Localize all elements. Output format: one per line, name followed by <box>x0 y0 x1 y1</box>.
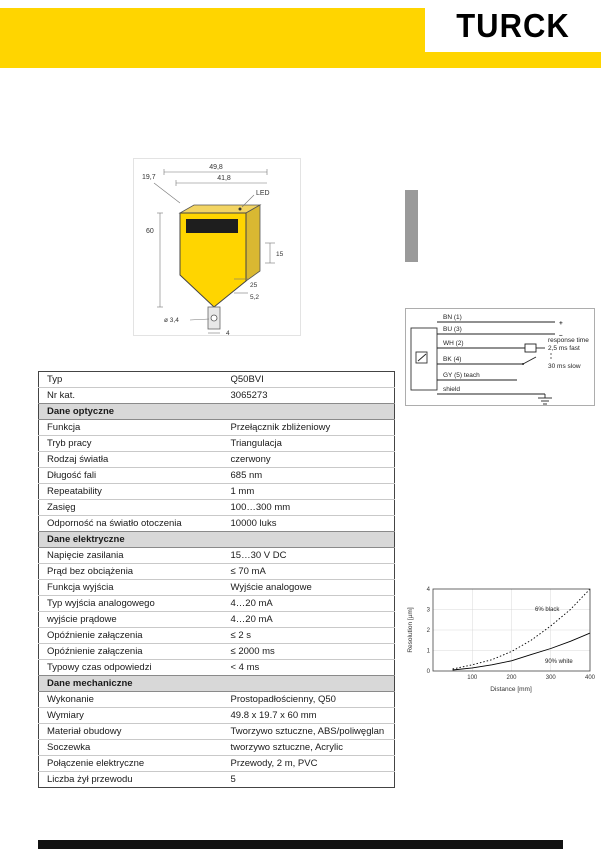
table-row <box>39 500 395 516</box>
wire-label-bn: BN (1) <box>443 314 462 321</box>
table-row <box>39 596 395 612</box>
spec-value: Q50BVI <box>230 374 264 385</box>
table-row <box>39 628 395 644</box>
spec-label: Długość fali <box>39 468 223 484</box>
y-tick-label: 3 <box>426 607 430 614</box>
table-row <box>39 612 395 628</box>
x-tick-label: 400 <box>584 675 595 681</box>
mounting-hole <box>211 315 217 321</box>
table-row <box>39 436 395 452</box>
section-title: Dane optyczne <box>39 404 395 420</box>
spec-value: Triangulacja <box>223 436 395 452</box>
table-row <box>39 372 395 388</box>
led-label: LED <box>256 190 270 197</box>
spec-table <box>38 371 395 788</box>
spec-value: 4…20 mA <box>223 612 395 628</box>
spec-label: Opóźnienie załączenia <box>39 644 223 660</box>
section-title: Dane mechaniczne <box>39 676 395 692</box>
dim-height-label: 60 <box>146 228 154 235</box>
spec-label: Nr kat. <box>39 388 223 404</box>
dim-right-bottom-label: 5,2 <box>250 294 260 301</box>
table-row <box>39 644 395 660</box>
spec-label: Funkcja wyjścia <box>39 580 223 596</box>
spec-label: Wymiary <box>39 708 223 724</box>
response-time-note-1: response time <box>548 337 589 344</box>
section-row <box>39 532 395 548</box>
x-tick-label: 200 <box>506 675 517 681</box>
spec-value: 49.8 x 19.7 x 60 mm <box>223 708 395 724</box>
table-row <box>39 756 395 772</box>
sensor-side-face <box>246 205 260 281</box>
spec-table-body <box>39 372 395 788</box>
series-label-white: 90% white <box>545 659 573 665</box>
spec-value: Tworzywo sztuczne, ABS/poliwęglan <box>223 724 395 740</box>
spec-label: Napięcie zasilania <box>39 548 223 564</box>
spec-value: Przewody, 2 m, PVC <box>223 756 395 772</box>
wire-label-bk: BK (4) <box>443 356 462 363</box>
x-tick-label: 100 <box>467 675 478 681</box>
spec-value: 1 mm <box>223 484 395 500</box>
wire-label-wh: WH (2) <box>443 340 464 347</box>
spec-value: tworzywo sztuczne, Acrylic <box>223 740 395 756</box>
spec-value: Wyjście analogowe <box>223 580 395 596</box>
wire-label-bu: BU (3) <box>443 326 462 333</box>
wire-label-gy: GY (5) teach <box>443 372 480 379</box>
wire-label-shield: shield <box>443 386 460 393</box>
section-row <box>39 404 395 420</box>
logo-box <box>425 0 601 52</box>
spec-value: ≤ 2000 ms <box>223 644 395 660</box>
spec-label: Prąd bez obciążenia <box>39 564 223 580</box>
side-index-tab <box>405 190 418 262</box>
dim-width-outer-label: 49,8 <box>209 164 223 171</box>
sensor-lens-window <box>186 219 238 233</box>
x-tick-label: 300 <box>545 675 556 681</box>
dim-width-inner-label: 41,8 <box>217 175 231 182</box>
load-resistor-symbol <box>525 344 536 352</box>
y-tick-label: 4 <box>426 587 430 593</box>
spec-value: 15…30 V DC <box>223 548 395 564</box>
spec-value: Prostopadłościenny, Q50 <box>223 692 395 708</box>
spec-label: wyjście prądowe <box>39 612 223 628</box>
table-row <box>39 452 395 468</box>
spec-value: 3065273 <box>223 388 395 404</box>
spec-label: Repeatability <box>39 484 223 500</box>
plus-sign: + <box>559 320 563 327</box>
table-row <box>39 740 395 756</box>
spec-value: Przełącznik zbliżeniowy <box>223 420 395 436</box>
x-axis-label: Distance [mm] <box>490 686 532 693</box>
spec-label: Funkcja <box>39 420 223 436</box>
table-row <box>39 468 395 484</box>
resolution-chart <box>405 583 595 695</box>
spec-label: Soczewka <box>39 740 223 756</box>
spec-value: ≤ 70 mA <box>223 564 395 580</box>
y-tick-label: 0 <box>426 669 430 675</box>
spec-label: Materiał obudowy <box>39 724 223 740</box>
sensor-symbol-box <box>411 328 437 390</box>
table-row <box>39 484 395 500</box>
dim-tab-label: 4 <box>226 330 230 337</box>
dimension-drawing-svg <box>134 159 302 337</box>
table-row <box>39 564 395 580</box>
table-row <box>39 660 395 676</box>
turck-logo: TURCK <box>456 6 570 45</box>
y-axis-label: Resolution [µm] <box>407 607 414 653</box>
table-row <box>39 420 395 436</box>
dim-hole-label: ø 3,4 <box>164 317 179 324</box>
section-row <box>39 676 395 692</box>
minus-sign: – <box>559 332 563 339</box>
dim-right-mid-label: 25 <box>250 282 258 289</box>
spec-label: Typ wyjścia analogowego <box>39 596 223 612</box>
chart-plot-group <box>427 587 595 681</box>
spec-value: 10000 luks <box>223 516 395 532</box>
table-row <box>39 772 395 788</box>
spec-label: Połączenie elektryczne <box>39 756 223 772</box>
spec-label: Zasięg <box>39 500 223 516</box>
table-row <box>39 516 395 532</box>
table-row <box>39 388 395 404</box>
table-row <box>39 708 395 724</box>
response-time-note-2: 2,5 ms fast <box>548 345 580 352</box>
spec-label: Wykonanie <box>39 692 223 708</box>
spec-value: 100…300 mm <box>223 500 395 516</box>
spec-value: ≤ 2 s <box>223 628 395 644</box>
spec-label: Liczba żył przewodu <box>39 772 223 788</box>
spec-label: Typowy czas odpowiedzi <box>39 660 223 676</box>
spec-value: 685 nm <box>223 468 395 484</box>
spec-value: 4…20 mA <box>223 596 395 612</box>
footer-bar <box>38 840 563 849</box>
resolution-chart-svg <box>405 583 595 695</box>
spec-label: Odporność na światło otoczenia <box>39 516 223 532</box>
spec-value: 5 <box>223 772 395 788</box>
spec-label: Typ <box>47 374 63 385</box>
table-row <box>39 580 395 596</box>
series-label-black: 6% black <box>535 607 560 613</box>
table-row <box>39 724 395 740</box>
series-line <box>453 589 590 669</box>
wiring-diagram <box>405 308 595 406</box>
dim-right-top-label: 15 <box>276 251 284 258</box>
spec-label: Rodzaj światła <box>39 452 223 468</box>
spec-value: czerwony <box>223 452 395 468</box>
wiring-diagram-svg <box>405 308 595 406</box>
spec-label: Tryb pracy <box>39 436 223 452</box>
dim-depth-label: 19,7 <box>142 174 156 181</box>
product-dimension-drawing <box>133 158 301 336</box>
section-title: Dane elektryczne <box>39 532 395 548</box>
table-row <box>39 548 395 564</box>
spec-label: Opóźnienie załączenia <box>39 628 223 644</box>
response-time-note-3: 30 ms slow <box>548 363 581 370</box>
led-dot <box>239 208 242 211</box>
switch-contact <box>522 363 524 365</box>
y-tick-label: 2 <box>426 628 430 634</box>
y-tick-label: 1 <box>426 648 430 655</box>
spec-value: < 4 ms <box>223 660 395 676</box>
table-row <box>39 692 395 708</box>
